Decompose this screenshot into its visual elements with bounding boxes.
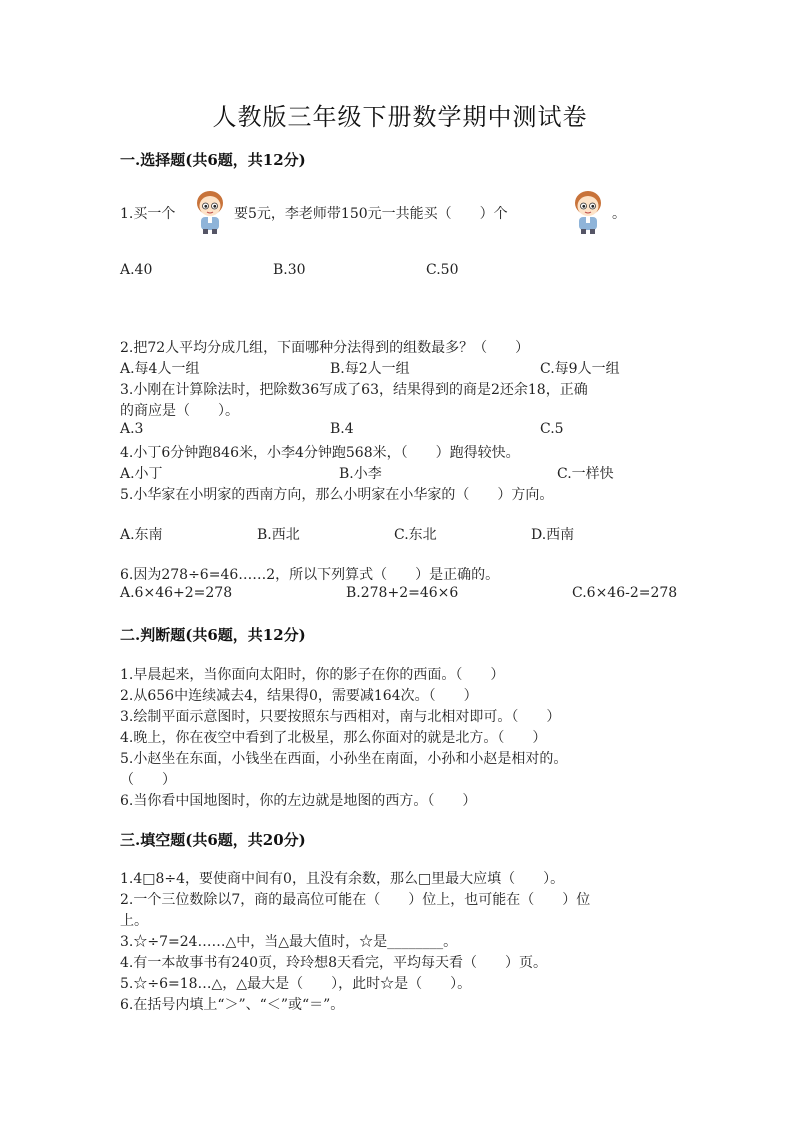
- judgment-item-6: 6.当你看中国地图时，你的左边就是地图的西方。（ ）: [120, 793, 477, 809]
- fill-item-1: 1.4□8÷4，要使商中间有0，且没有余数，那么□里最大应填（ ）。: [120, 871, 565, 887]
- question-1-part-1: 1.买一个: [120, 206, 176, 222]
- judgment-item-5: 5.小赵坐在东面，小钱坐在西面，小孙坐在南面，小孙和小赵是相对的。: [120, 751, 568, 767]
- child-figure-icon: [569, 188, 607, 234]
- question-1-part-2: 要5元，李老师带150元一共能买（ ）个: [234, 206, 508, 222]
- q2-option-b: B.每2人一组: [330, 361, 410, 377]
- judgment-item-5-continued: （ ）: [120, 772, 176, 788]
- fill-item-2: 2.一个三位数除以7，商的最高位可能在（ ）位上，也可能在（ ）位: [120, 892, 591, 908]
- q1-option-c: C.50: [426, 262, 459, 278]
- q1-option-a: A.40: [120, 262, 153, 278]
- page-title: 人教版三年级下册数学期中测试卷: [212, 103, 588, 131]
- section-heading-choice: 一.选择题(共6题，共12分): [120, 151, 306, 169]
- fill-item-6: 6.在括号内填上“＞”、“＜”或“＝”。: [120, 997, 345, 1013]
- question-3-line-2: 的商应是（ ）。: [120, 403, 239, 419]
- judgment-item-4: 4.晚上，你在夜空中看到了北极星，那么你面对的就是北方。（ ）: [120, 730, 547, 746]
- fill-item-2-continued: 上。: [120, 913, 148, 929]
- section-heading-judgment: 二.判断题(共6题，共12分): [120, 626, 306, 644]
- question-4: 4.小丁6分钟跑846米，小李4分钟跑568米，（ ）跑得较快。: [120, 445, 520, 461]
- q5-option-b: B.西北: [257, 527, 300, 543]
- question-6: 6.因为278÷6=46……2，所以下列算式（ ）是正确的。: [120, 567, 500, 583]
- judgment-item-1: 1.早晨起来，当你面向太阳时，你的影子在你的西面。（ ）: [120, 667, 505, 683]
- question-5: 5.小华家在小明家的西南方向，那么小明家在小华家的（ ）方向。: [120, 487, 554, 503]
- judgment-item-3: 3.绘制平面示意图时，只要按照东与西相对，南与北相对即可。（ ）: [120, 709, 561, 725]
- q1-option-b: B.30: [273, 262, 306, 278]
- q4-option-a: A.小丁: [120, 466, 163, 482]
- q5-option-c: C.东北: [394, 527, 437, 543]
- fill-item-4: 4.有一本故事书有240页，玲玲想8天看完，平均每天看（ ）页。: [120, 955, 547, 971]
- question-1-part-3: 。: [612, 206, 626, 222]
- section-heading-fill-blank: 三.填空题(共6题，共20分): [120, 831, 306, 849]
- q3-option-c: C.5: [540, 421, 564, 437]
- q5-option-d: D.西南: [531, 527, 575, 543]
- question-3-line-1: 3.小刚在计算除法时，把除数36写成了63，结果得到的商是2还余18，正确: [120, 382, 588, 398]
- q6-option-c: C.6×46-2=278: [572, 585, 678, 601]
- question-2: 2.把72人平均分成几组，下面哪种分法得到的组数最多？（ ）: [120, 340, 530, 356]
- judgment-item-2: 2.从656中连续减去4，结果得0，需要减164次。（ ）: [120, 688, 478, 704]
- q5-option-a: A.东南: [120, 527, 163, 543]
- q2-option-c: C.每9人一组: [540, 361, 620, 377]
- q6-option-a: A.6×46+2=278: [120, 585, 233, 601]
- child-figure-icon: [191, 188, 229, 234]
- q3-option-b: B.4: [330, 421, 354, 437]
- q4-option-b: B.小李: [339, 466, 382, 482]
- q6-option-b: B.278+2=46×6: [346, 585, 459, 601]
- q3-option-a: A.3: [120, 421, 144, 437]
- fill-item-3: 3.☆÷7=24……△中，当△最大值时，☆是________。: [120, 934, 458, 950]
- fill-item-5: 5.☆÷6=18…△，△最大是（ ），此时☆是（ ）。: [120, 976, 472, 992]
- q4-option-c: C.一样快: [557, 466, 614, 482]
- q2-option-a: A.每4人一组: [120, 361, 200, 377]
